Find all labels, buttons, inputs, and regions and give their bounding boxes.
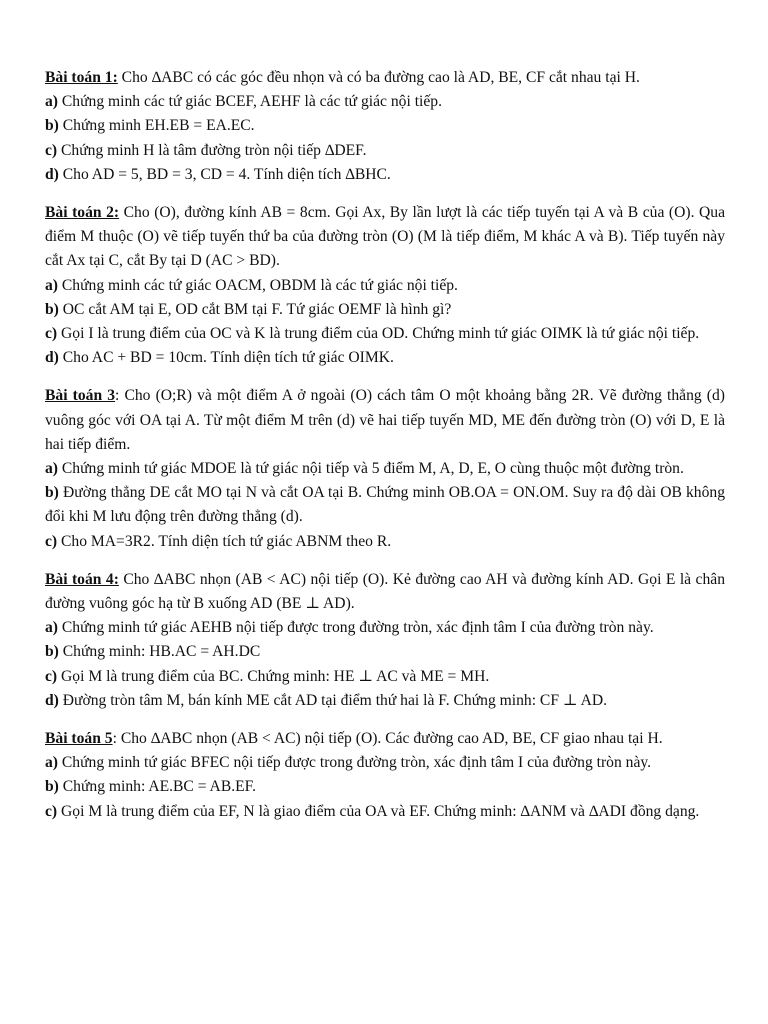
problem-intro: : Cho (O;R) và một điểm A ở ngoài (O) cách tâm O một khoảng bằng 2R. Vẽ đường thẳng (d) vuông góc với OA tại A. Từ một điểm M trên (d) vẽ hai tiếp tuyến MD, ME đến đường tròn (O) với D, E là hai tiếp điểm. (45, 387, 725, 453)
part-label: b) (45, 117, 59, 135)
part-text: Chứng minh tứ giác MDOE là tứ giác nội tiếp và 5 điểm M, A, D, E, O cùng thuộc một đường tròn. (58, 460, 684, 478)
problem-part-a (45, 616, 725, 640)
problem-part-c (45, 139, 725, 163)
part-label: a) (45, 93, 58, 111)
part-label: a) (45, 460, 58, 478)
part-label: d) (45, 691, 59, 709)
problem-part-c (45, 322, 725, 346)
part-label: c) (45, 141, 58, 159)
problem-part-b (45, 114, 725, 138)
part-text: Cho AC + BD = 10cm. Tính diện tích tứ giác OIMK. (58, 349, 394, 367)
part-text: Gọi M là trung điểm của EF, N là giao điểm của OA và EF. Chứng minh: ∆ANM và ∆ADI đồng dạng. (57, 802, 700, 820)
problem-part-d (45, 689, 725, 713)
problem-heading: Bài toán 4: (45, 570, 119, 588)
problem-1 (45, 66, 725, 187)
part-text: Chứng minh: HB.AC = AH.DC (58, 643, 261, 661)
part-label: b) (45, 484, 59, 502)
part-label: a) (45, 754, 58, 772)
problem-part-d (45, 346, 725, 370)
part-label: d) (45, 349, 59, 367)
part-text: Gọi M là trung điểm của BC. Chứng minh: HE ⊥ AC và ME = MH. (57, 667, 490, 685)
problem-part-a (45, 457, 725, 481)
problem-part-c (45, 800, 725, 824)
problem-5 (45, 727, 725, 824)
problem-statement (45, 568, 725, 616)
part-label: a) (45, 619, 58, 637)
problem-statement (45, 66, 725, 90)
part-label: b) (45, 778, 59, 796)
part-label: c) (45, 325, 58, 343)
part-text: Chứng minh H là tâm đường tròn nội tiếp ∆DEF. (57, 141, 367, 159)
problem-part-d (45, 163, 725, 187)
problem-heading: Bài toán 5 (45, 730, 113, 748)
problem-part-a (45, 751, 725, 775)
problem-part-b (45, 481, 725, 529)
part-text: Đường tròn tâm M, bán kính ME cắt AD tại điểm thứ hai là F. Chứng minh: CF ⊥ AD. (58, 691, 608, 709)
problem-statement (45, 727, 725, 751)
part-text: Chứng minh tứ giác AEHB nội tiếp được trong đường tròn, xác định tâm I của đường tròn này. (58, 619, 654, 637)
part-text: Chứng minh tứ giác BFEC nội tiếp được trong đường tròn, xác định tâm I của đường tròn này. (58, 754, 652, 772)
problem-intro: Cho ∆ABC nhọn (AB < AC) nội tiếp (O). Kẻ đường cao AH và đường kính AD. Gọi E là chân đường vuông góc hạ từ B xuống AD (BE ⊥ AD). (45, 570, 725, 613)
part-text: Chứng minh các tứ giác OACM, OBDM là các tứ giác nội tiếp. (58, 276, 458, 294)
problem-2 (45, 201, 725, 370)
part-label: d) (45, 165, 59, 183)
part-label: c) (45, 532, 58, 550)
part-label: c) (45, 667, 58, 685)
problem-statement (45, 384, 725, 457)
part-label: c) (45, 802, 58, 820)
part-text: Chứng minh EH.EB = EA.EC. (58, 117, 255, 135)
problem-intro: Cho ∆ABC có các góc đều nhọn và có ba đường cao là AD, BE, CF cắt nhau tại H. (117, 69, 640, 86)
part-text: OC cắt AM tại E, OD cắt BM tại F. Tứ giác OEMF là hình gì? (58, 300, 452, 318)
problem-part-a (45, 90, 725, 114)
part-text: Cho MA=3R2. Tính diện tích tứ giác ABNM theo R. (57, 532, 392, 550)
problem-statement (45, 201, 725, 274)
problem-4 (45, 568, 725, 713)
problem-part-c (45, 665, 725, 689)
part-label: a) (45, 276, 58, 294)
problem-heading: Bài toán 1: (45, 69, 118, 86)
part-label: b) (45, 643, 59, 661)
part-text: Chứng minh các tứ giác BCEF, AEHF là các tứ giác nội tiếp. (58, 93, 442, 111)
problem-sheet (45, 66, 725, 838)
problem-part-b (45, 298, 725, 322)
part-text: Đường thẳng DE cắt MO tại N và cắt OA tại B. Chứng minh OB.OA = ON.OM. Suy ra độ dài OB không đổi khi M lưu động trên đường thẳng (d). (45, 484, 725, 526)
part-text: Cho AD = 5, BD = 3, CD = 4. Tính diện tích ∆BHC. (58, 165, 391, 183)
problem-heading: Bài toán 2: (45, 204, 120, 222)
problem-3 (45, 384, 725, 553)
problem-part-c (45, 530, 725, 554)
problem-intro: : Cho ∆ABC nhọn (AB < AC) nội tiếp (O). Các đường cao AD, BE, CF giao nhau tại H. (112, 730, 663, 748)
problem-part-a (45, 274, 725, 298)
part-text: Chứng minh: AE.BC = AB.EF. (58, 778, 256, 796)
problem-heading: Bài toán 3 (45, 387, 116, 405)
part-text: Gọi I là trung điểm của OC và K là trung điểm của OD. Chứng minh tứ giác OIMK là tứ giác nội tiếp. (57, 325, 700, 343)
problem-intro: Cho (O), đường kính AB = 8cm. Gọi Ax, By lần lượt là các tiếp tuyến tại A và B của (O). Qua điểm M thuộc (O) vẽ tiếp tuyến thứ ba của đường tròn (O) (M là tiếp điểm, M khác A và B). Tiếp tuyến này cắt Ax tại C, cắt By tại D (AC > BD). (45, 204, 725, 270)
part-label: b) (45, 300, 59, 318)
problem-part-b (45, 640, 725, 664)
problem-part-b (45, 775, 725, 799)
